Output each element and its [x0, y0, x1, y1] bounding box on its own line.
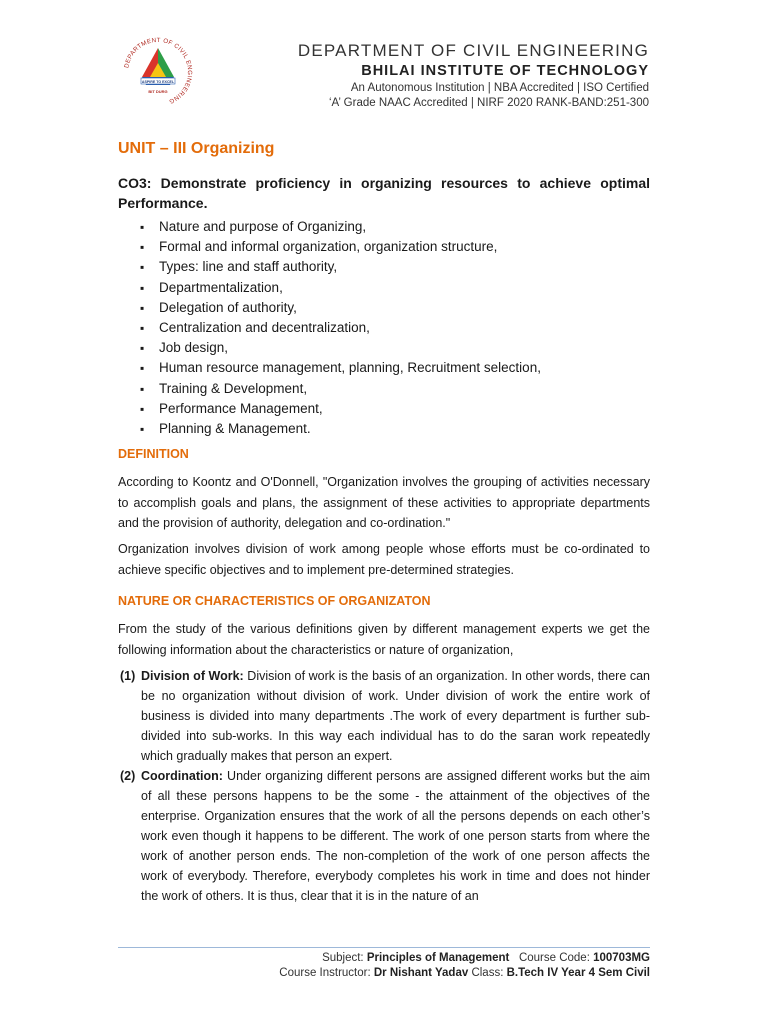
logo-bottom-text: BIT DURG [148, 89, 168, 94]
topic-list [118, 217, 650, 439]
topic-item: ▪ Nature and purpose of Organizing, [140, 217, 650, 237]
topic-item: ▪ Training & Development, [140, 379, 650, 399]
document-footer [279, 951, 650, 981]
instructor-name: Dr Nishant Yadav [373, 967, 469, 979]
topic-item: ▪ Types: line and staff authority, [140, 257, 650, 277]
topic-item: ▪ Planning & Management. [140, 419, 650, 439]
footer-line-1 [279, 951, 650, 966]
accreditation-line-1: An Autonomous Institution | NBA Accredited | ISO Certified [350, 82, 649, 94]
class-name: B.Tech IV Year 4 Sem Civil [506, 967, 650, 979]
topic-item: ▪ Formal and informal organization, organization structure, [140, 237, 650, 257]
definition-paragraph: According to Koontz and O'Donnell, "Organization involves the grouping of activities necessary to accomplish goals and plans, the assignment of these activities to appropriate departments and the provision of authority, delegation and co-ordination." [118, 475, 650, 531]
item-number: (2) [120, 769, 136, 784]
institute-name: BHILAI INSTITUTE OF TECHNOLOGY [361, 63, 649, 79]
subject-name: Principles of Management [366, 952, 510, 964]
nature-heading: NATURE OR CHARACTERISTICS OF ORGANIZATON [118, 594, 431, 609]
logo-banner-text: ASPIRE TO EXCEL [141, 79, 175, 84]
item-title: Coordination: [141, 769, 223, 784]
accreditation-line-2: ‘A’ Grade NAAC Accredited | NIRF 2020 RANK-BAND:251-300 [328, 97, 649, 109]
item-title: Division of Work: [141, 669, 244, 684]
logo-ring-text: DEPARTMENT OF CIVIL ENGINEERING [123, 36, 194, 105]
document-body [118, 139, 650, 906]
course-code-label: Course Code: [518, 952, 594, 964]
definition-heading: DEFINITION [118, 447, 189, 462]
class-label: Class: [468, 967, 507, 979]
footer-line-2 [279, 966, 650, 981]
course-outcome: CO3: Demonstrate proficiency in organizing resources to achieve optimal Performance. [118, 175, 650, 211]
unit-title: UNIT – III Organizing [118, 140, 275, 157]
item-text: Division of work is the basis of an organization. In other words, there can be no organization without division of work. Under division of work the entire work of business is divided into many departments .The work of every department is further sub-divided into sub-works. In this way each individual has to do the saran work repeatedly which gradually makes that person an expert. [141, 669, 650, 764]
characteristics-list [118, 666, 650, 906]
topic-item: ▪ Delegation of authority, [140, 298, 650, 318]
nature-intro: From the study of the various definitions given by different management experts we get the following information about the characteristics or nature of organization, [118, 622, 650, 657]
topic-item: ▪ Centralization and decentralization, [140, 318, 650, 338]
topic-item: ▪ Job design, [140, 338, 650, 358]
department-name: DEPARTMENT OF CIVIL ENGINEERING [297, 41, 649, 60]
item-text: Under organizing different persons are assigned different works but the aim of all these persons happens to be the some - the attainment of the objectives of the enterprise. Organization ensures that the work of all the persons depends on each other’s work even though it happens to be different. The work of one person starts from where the work of another person ends. The non-completion of the work of one person affects the work of everybody. Therefore, everybody completes his work in time and does not hinder the work of others. It is thus, clear that it is in the nature of an [141, 769, 650, 904]
document-header [298, 41, 649, 111]
organization-paragraph: Organization involves division of work among people whose efforts must be co-ordinated to achieve specific objectives and to implement pre-determined strategies. [118, 542, 650, 577]
characteristic-item [118, 666, 650, 766]
topic-item: ▪ Human resource management, planning, Recruitment selection, [140, 358, 650, 378]
topic-item: ▪ Performance Management, [140, 399, 650, 419]
institute-logo [119, 33, 197, 111]
characteristic-item [118, 766, 650, 906]
topic-item: ▪ Departmentalization, [140, 278, 650, 298]
subject-label: Subject: [322, 952, 367, 964]
item-number: (1) [120, 669, 136, 684]
instructor-label: Course Instructor: [279, 967, 374, 979]
course-code: 100703MG [593, 952, 650, 964]
footer-rule [118, 947, 650, 948]
